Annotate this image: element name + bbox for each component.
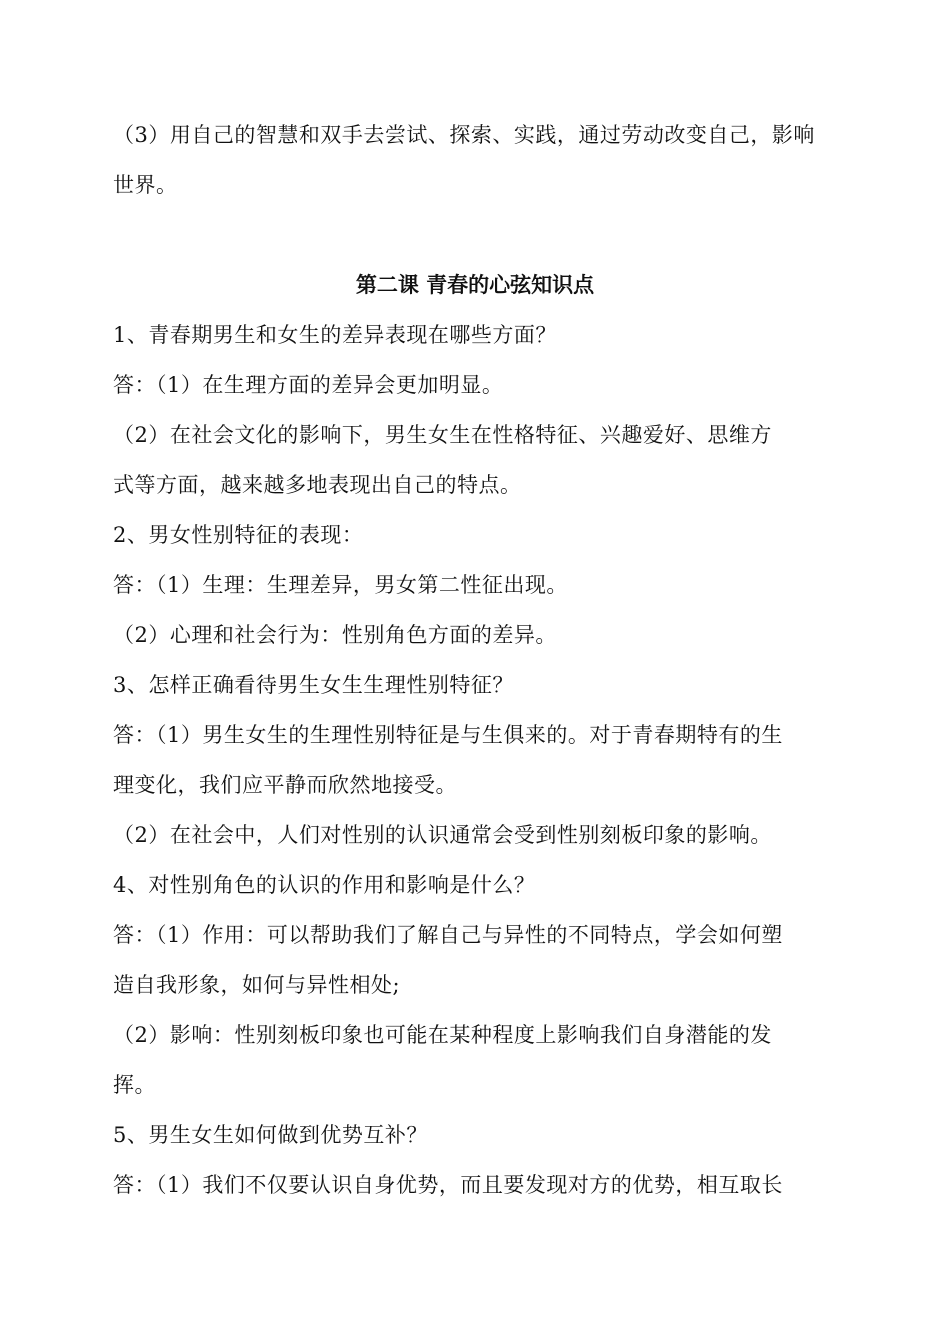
- answer-4-part-1: 答：（1）作用：可以帮助我们了解自己与异性的不同特点，学会如何塑: [113, 923, 783, 947]
- answer-4-part-1-cont: 造自我形象，如何与异性相处;: [113, 973, 401, 997]
- answer-3-part-1: 答：（1）男生女生的生理性别特征是与生俱来的。对于青春期特有的生: [113, 723, 783, 747]
- intro-line-1: （3）用自己的智慧和双手去尝试、探索、实践，通过劳动改变自己，影响: [113, 123, 815, 147]
- answer-1-part-2-cont: 式等方面，越来越多地表现出自己的特点。: [113, 473, 522, 497]
- intro-line-2: 世界。: [113, 173, 178, 197]
- question-1: 1、青春期男生和女生的差异表现在哪些方面？: [113, 323, 557, 347]
- answer-3-part-2: （2）在社会中，人们对性别的认识通常会受到性别刻板印象的影响。: [113, 823, 772, 847]
- answer-4-part-2: （2）影响：性别刻板印象也可能在某种程度上影响我们自身潜能的发: [113, 1023, 772, 1047]
- answer-1-part-2: （2）在社会文化的影响下，男生女生在性格特征、兴趣爱好、思维方: [113, 423, 772, 447]
- answer-1-part-1: 答：（1）在生理方面的差异会更加明显。: [113, 373, 504, 397]
- section-title: 第二课 青春的心弦知识点: [355, 273, 595, 297]
- question-5: 5、男生女生如何做到优势互补？: [113, 1123, 428, 1147]
- answer-2-part-2: （2）心理和社会行为：性别角色方面的差异。: [113, 623, 557, 647]
- question-3: 3、怎样正确看待男生女生生理性别特征？: [113, 673, 514, 697]
- answer-5-part-1: 答：（1）我们不仅要认识自身优势，而且要发现对方的优势，相互取长: [113, 1173, 783, 1197]
- answer-2-part-1: 答：（1）生理：生理差异，男女第二性征出现。: [113, 573, 568, 597]
- answer-3-part-1-cont: 理变化，我们应平静而欣然地接受。: [113, 773, 457, 797]
- answer-4-part-2-cont: 挥。: [113, 1073, 156, 1097]
- question-4: 4、对性别角色的认识的作用和影响是什么？: [113, 873, 536, 897]
- question-2: 2、男女性别特征的表现：: [113, 523, 364, 547]
